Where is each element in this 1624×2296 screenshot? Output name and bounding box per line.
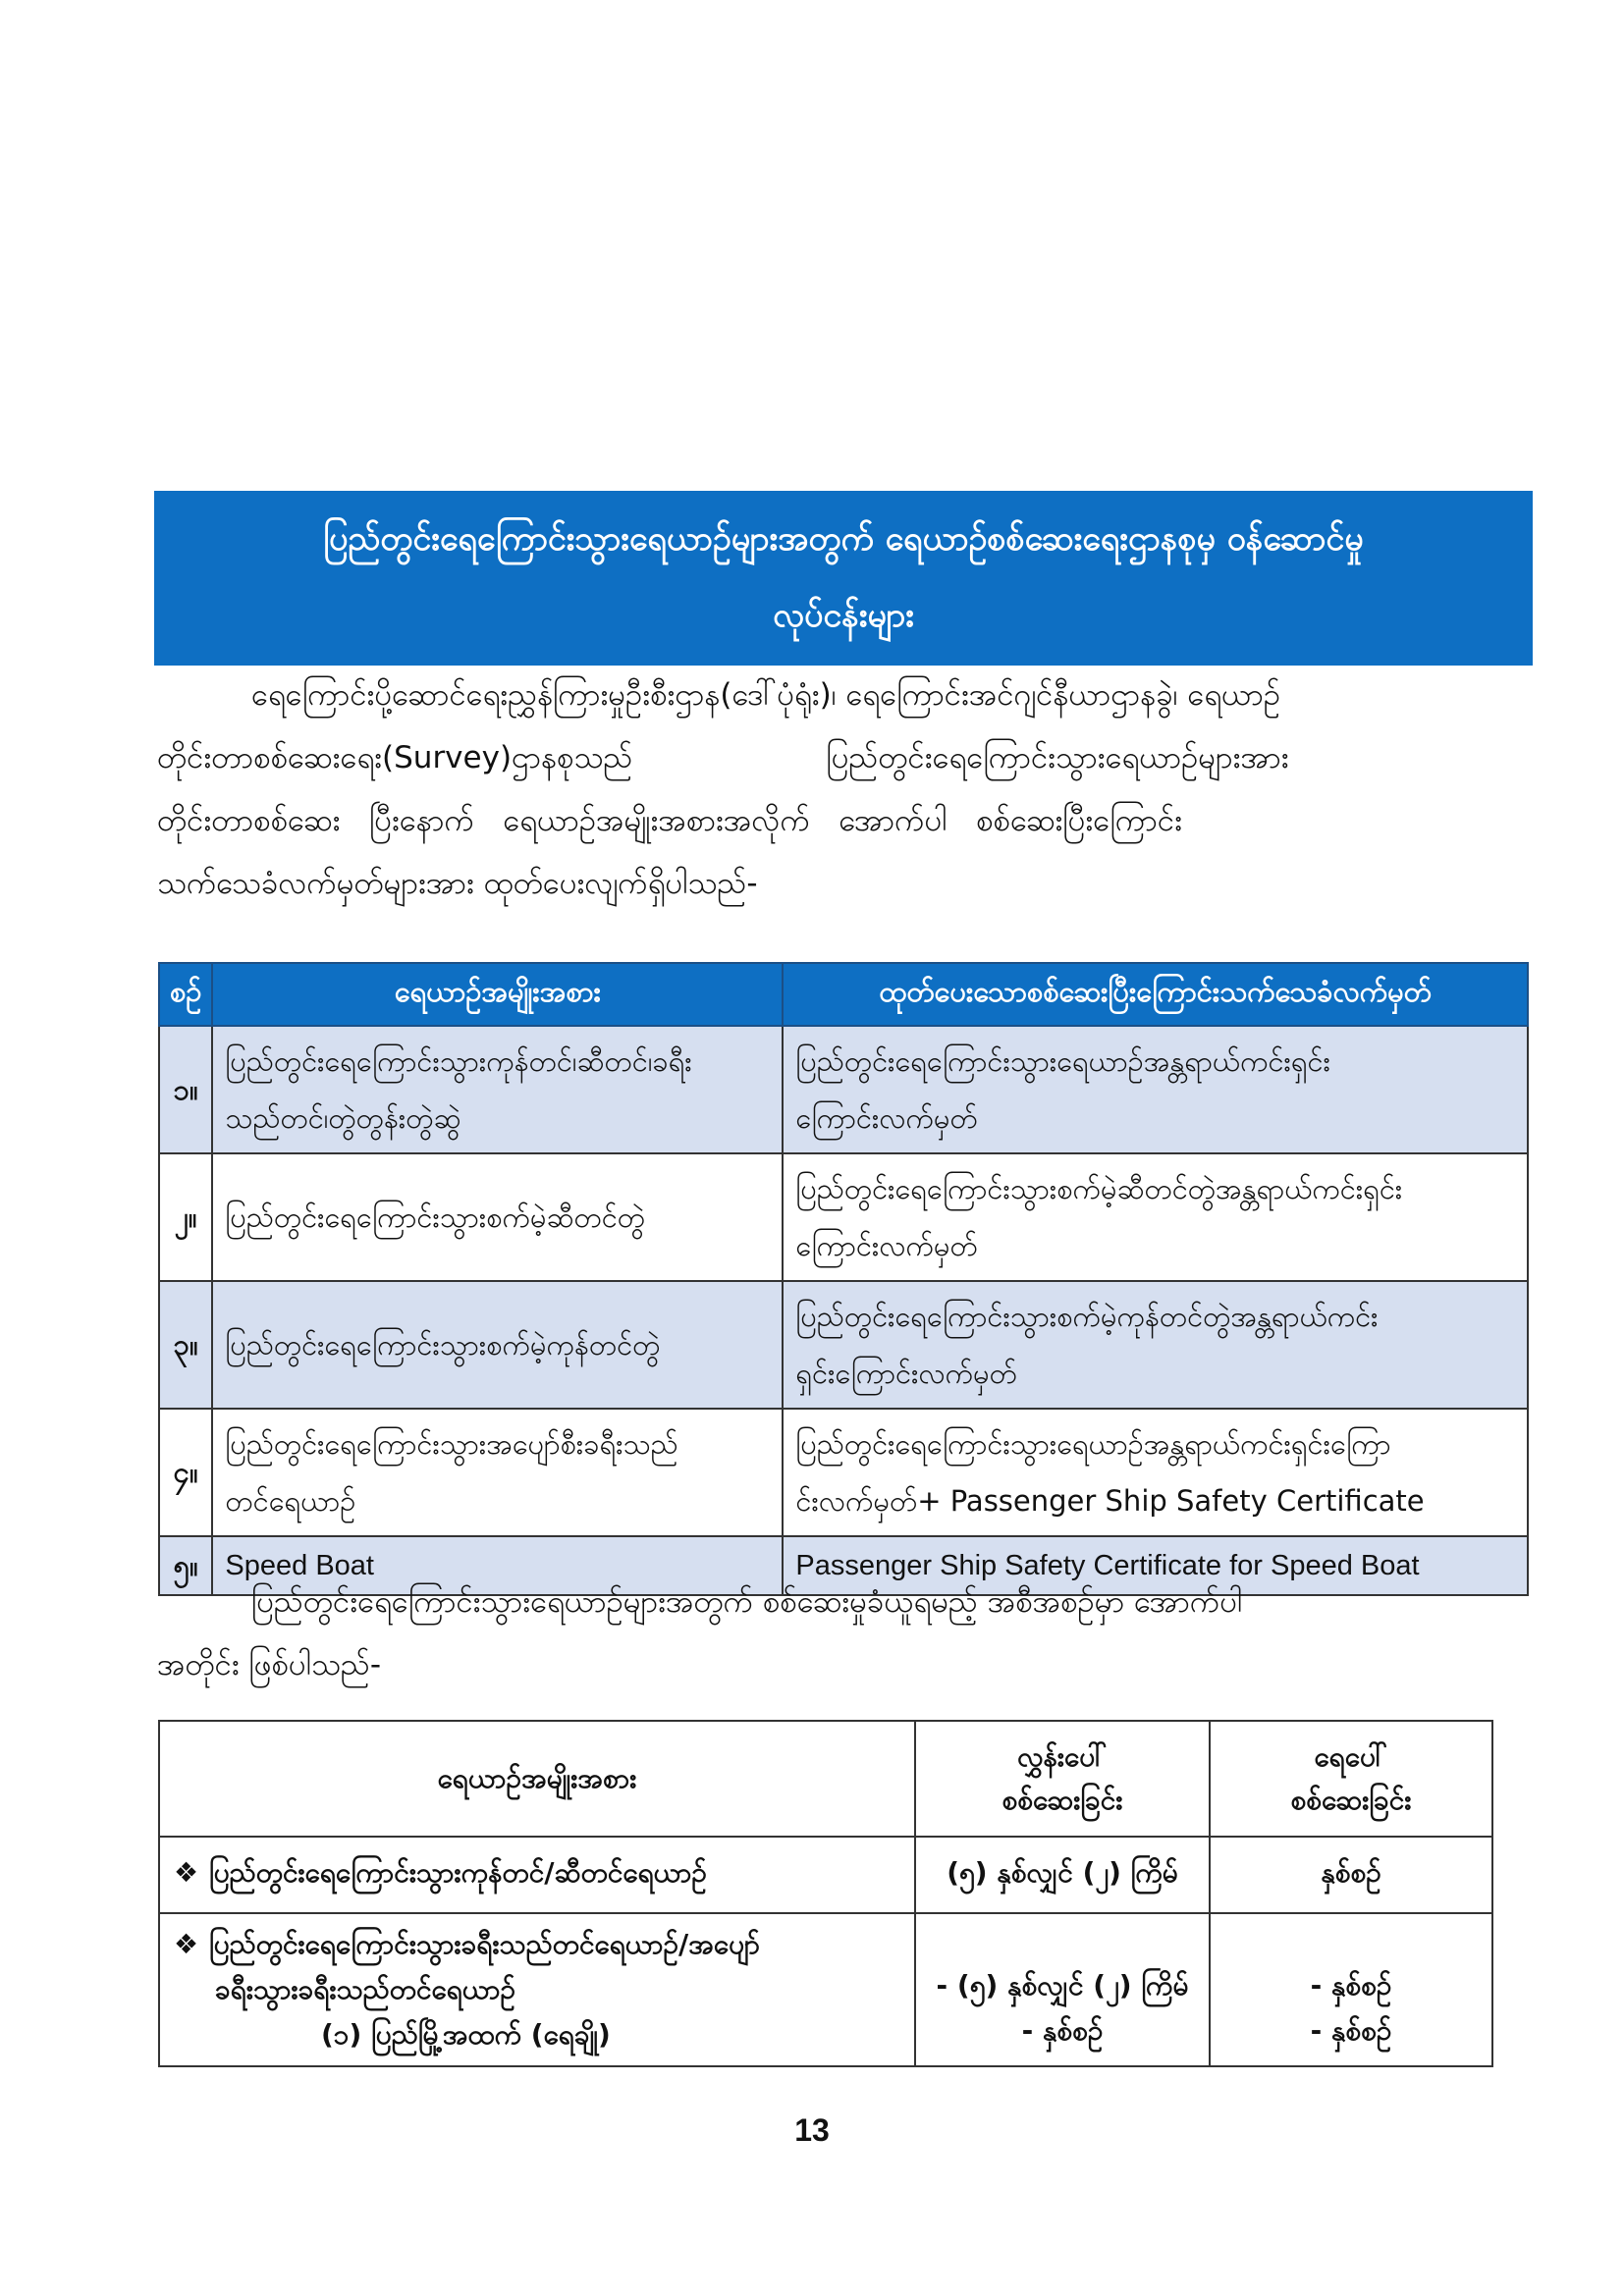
- bullet-icon: ❖: [174, 1856, 199, 1889]
- bullet-icon: ❖: [174, 1928, 199, 1960]
- certificate-cell: Passenger Ship Safety Certificate for Speed Boat: [783, 1536, 1528, 1595]
- row-number: ၅။: [159, 1536, 212, 1595]
- page-title-banner: [154, 491, 1533, 666]
- row-number: ၂။: [159, 1153, 212, 1281]
- afloat-cell: - နှစ်စဉ် - နှစ်စဉ်: [1210, 1913, 1492, 2066]
- col-header-vessel-type: ရေယာဉ်အမျိုးအစား: [212, 963, 783, 1026]
- intro-line-3: တိုင်းတာစစ်ဆေး ပြီးနောက် ရေယာဉ်အမျိုးအစားအလိုက် အောက်ပါ စစ်ဆေးပြီးကြောင်း: [157, 803, 1182, 838]
- col-header-no: စဉ်: [159, 963, 212, 1026]
- certificate-cell: ပြည်တွင်းရေကြောင်းသွားစက်မဲ့ဆီတင်တွဲအန္တရာယ်ကင်းရှင်း ကြောင်းလက်မှတ်: [783, 1153, 1528, 1281]
- certificate-table-header: [159, 963, 1528, 1026]
- vessel-type-cell: ပြည်တွင်းရေကြောင်းသွားအပျော်စီးခရီးသည် တင်ရေယာဉ်: [212, 1409, 783, 1536]
- certificate-cell: ပြည်တွင်းရေကြောင်းသွားရေယာဉ်အန္တရာယ်ကင်းရှင်းကြော င်းလက်မှတ်+ Passenger Ship Safety Certificate: [783, 1409, 1528, 1536]
- table-row: [159, 1409, 1528, 1536]
- col-header-afloat: ရေပေါ် စစ်ဆေးခြင်း: [1210, 1721, 1492, 1837]
- vessel-type-cell: ပြည်တွင်းရေကြောင်းသွားကုန်တင်၊ဆီတင်၊ခရီး သည်တင်၊တွဲတွန်းတွဲဆွဲ: [212, 1026, 783, 1153]
- vessel-type-cell: Speed Boat: [212, 1536, 783, 1595]
- row-number: ၃။: [159, 1281, 212, 1409]
- table-row: [159, 1837, 1492, 1913]
- page-number: 13: [794, 2112, 830, 2148]
- intro-line-4: သက်သေခံလက်မှတ်များအား ထုတ်ပေးလျက်ရှိပါသည်-: [157, 866, 758, 901]
- dry-dock-cell: (၅) နှစ်လျှင် (၂) ကြိမ်: [915, 1837, 1210, 1913]
- certificate-cell: ပြည်တွင်းရေကြောင်းသွားစက်မဲ့ကုန်တင်တွဲအန္တရာယ်ကင်း ရှင်းကြောင်းလက်မှတ်: [783, 1281, 1528, 1409]
- row-number: ၄။: [159, 1409, 212, 1536]
- row-number: ၁။: [159, 1026, 212, 1153]
- intro-line-2: တိုင်းတာစစ်ဆေးရေး(Survey)ဌာနစုသည် ပြည်တွင်းရေကြောင်းသွားရေယာဉ်များအား: [157, 740, 1289, 775]
- intro-paragraph: [157, 664, 1530, 915]
- certificate-table: [158, 962, 1529, 1596]
- inspection-table-header: [159, 1721, 1492, 1837]
- inspection-schedule-table: [158, 1720, 1493, 2067]
- vessel-type-cell: ပြည်တွင်းရေကြောင်းသွားစက်မဲ့ကုန်တင်တွဲ: [212, 1281, 783, 1409]
- inspection-paragraph: [157, 1571, 1530, 1696]
- vessel-type-cell: ပြည်တွင်းရေကြောင်းသွားစက်မဲ့ဆီတင်တွဲ: [212, 1153, 783, 1281]
- table-row: [159, 1153, 1528, 1281]
- inspection-line-2: အတိုင်း ဖြစ်ပါသည်-: [157, 1647, 382, 1682]
- certificate-cell: ပြည်တွင်းရေကြောင်းသွားရေယာဉ်အန္တရာယ်ကင်းရှင်း ကြောင်းလက်မှတ်: [783, 1026, 1528, 1153]
- col-header-certificate: ထုတ်ပေးသောစစ်ဆေးပြီးကြောင်းသက်သေခံလက်မှတ်: [783, 963, 1528, 1026]
- vessel-type-cell: ❖ ပြည်တွင်းရေကြောင်းသွားခရီးသည်တင်ရေယာဉ်/အပျော် ခရီးသွားခရီးသည်တင်ရေယာဉ် (၁) ပြည်မြို့အထက် (ရေချို): [159, 1913, 915, 2066]
- col-header-vessel-type: ရေယာဉ်အမျိုးအစား: [159, 1721, 915, 1837]
- vessel-type-cell: ❖ ပြည်တွင်းရေကြောင်းသွားကုန်တင်/ဆီတင်ရေယာဉ်: [159, 1837, 915, 1913]
- title-line-2: လုပ်ငန်းများ: [773, 596, 914, 635]
- dry-dock-cell: - (၅) နှစ်လျှင် (၂) ကြိမ် - နှစ်စဉ်: [915, 1913, 1210, 2066]
- inspection-line-1: ပြည်တွင်းရေကြောင်းသွားရေယာဉ်များအတွက် စစ်ဆေးမှုခံယူရမည့် အစီအစဉ်မှာ အောက်ပါ: [251, 1584, 1243, 1620]
- table-row: [159, 1913, 1492, 2066]
- intro-line-1: ရေကြောင်းပို့ဆောင်ရေးညွှန်ကြားမှုဦးစီးဌာန(ဒေါ်ပုံရုံး)၊ ရေကြောင်းအင်ဂျင်နီယာဌာနခွဲ၊ ရေယာဉ်: [251, 677, 1281, 713]
- table-row: [159, 1026, 1528, 1153]
- title-line-1: ပြည်တွင်းရေကြောင်းသွားရေယာဉ်များအတွက် ရေယာဉ်စစ်ဆေးရေးဌာနစုမှ ဝန်ဆောင်မှု: [323, 519, 1364, 559]
- col-header-dry-dock: လွှန်းပေါ် စစ်ဆေးခြင်း: [915, 1721, 1210, 1837]
- afloat-cell: နှစ်စဉ်: [1210, 1837, 1492, 1913]
- table-row: [159, 1281, 1528, 1409]
